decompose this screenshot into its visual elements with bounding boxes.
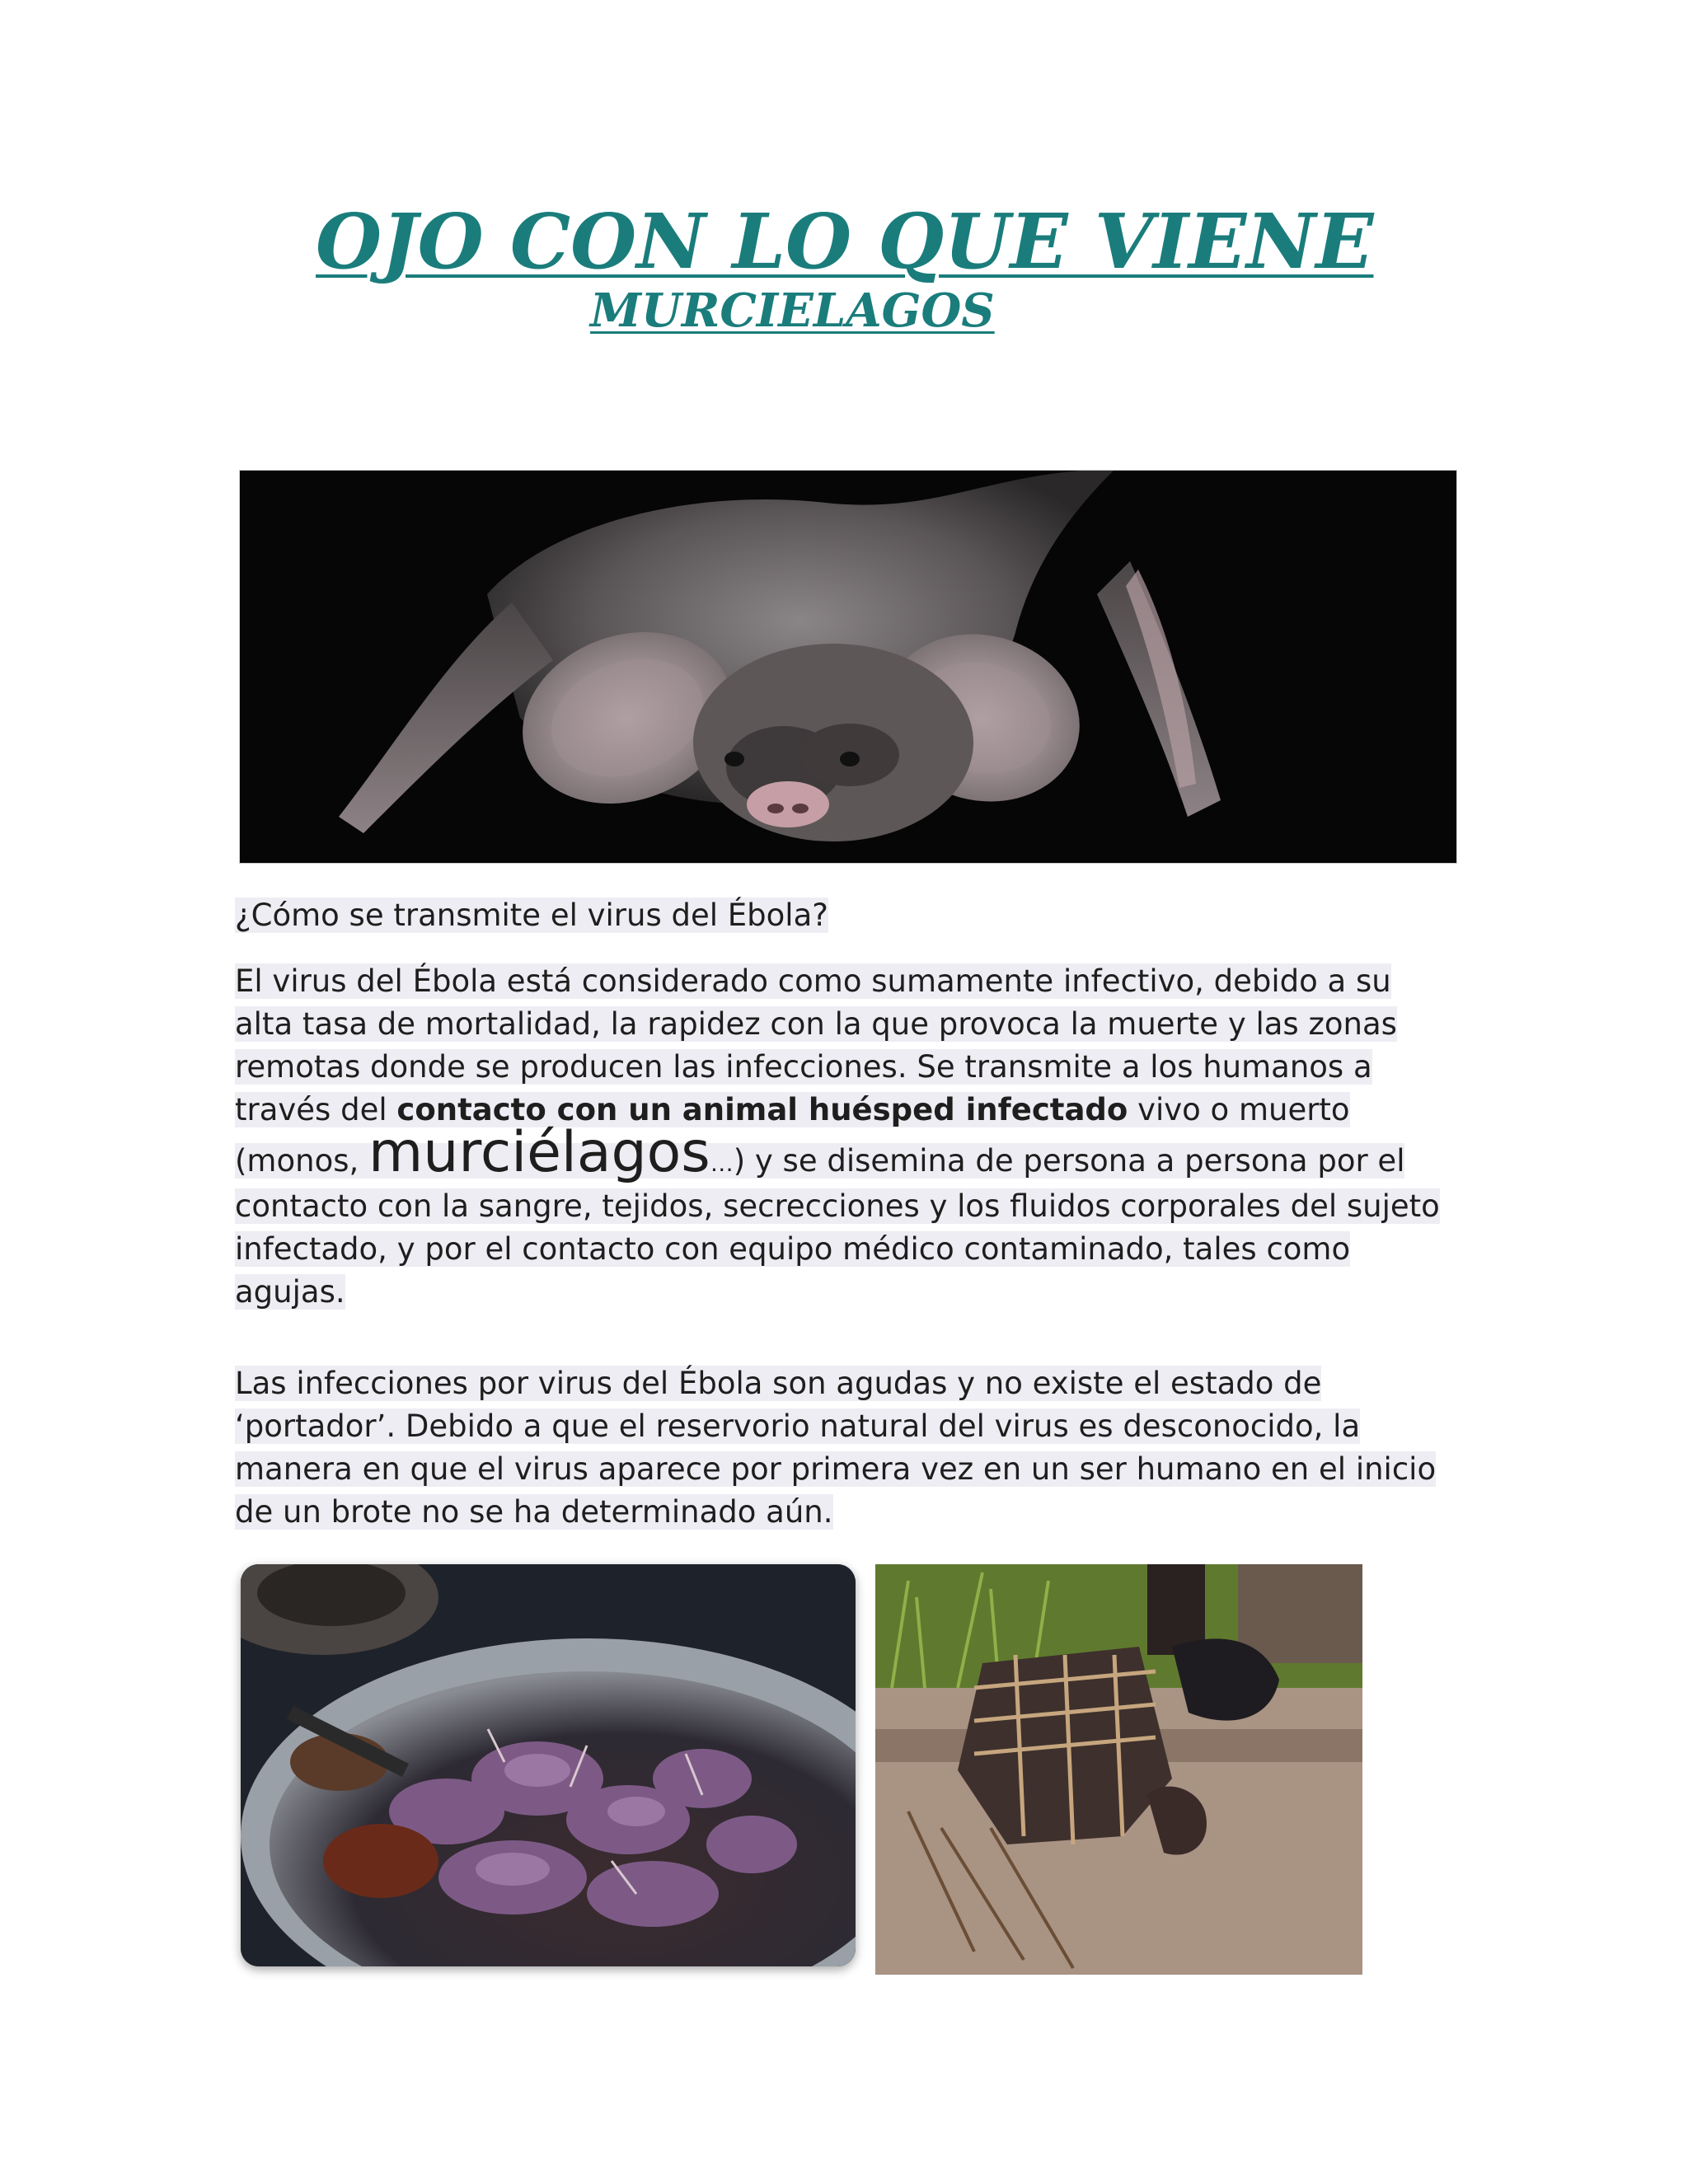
paragraph-bold-phrase: contacto con un animal huésped infectado xyxy=(396,1092,1128,1127)
paragraph-big-word: murciélagos xyxy=(368,1120,710,1185)
paragraph-transmission xyxy=(235,960,1455,1314)
paragraph-infections: Las infecciones por virus del Ébola son agudas y no existe el estado de ‘portador’. Debido a que el reservorio natural del virus es desconocido, la manera en que el virus aparece por primera vez en un ser humano en el inicio de un brote no se ha determinado aún. xyxy=(235,1366,1437,1530)
bat-hanging-photo xyxy=(239,470,1457,864)
cooked-bats-pot-photo xyxy=(241,1564,856,1966)
paragraph-part3: ) y se disemina de persona a persona por el contacto con la sangre, tejidos, secrecciones y los fluidos corporales del sujeto infectado, y por el contacto con equipo médico contaminado, tales como agujas. xyxy=(235,1143,1440,1310)
document-subtitle: MURCIELAGOS xyxy=(590,284,995,338)
paragraph-ellipsis: … xyxy=(710,1150,734,1177)
smoked-bats-market-photo xyxy=(875,1564,1362,1975)
question-heading: ¿Cómo se transmite el virus del Ébola? xyxy=(235,898,828,933)
paragraph-part2: vivo o muerto (monos, xyxy=(235,1092,1350,1179)
document-title: OJO CON LO QUE VIENE xyxy=(316,197,1374,286)
paragraph-part1: El virus del Ébola está considerado como sumamente infectivo, debido a su alta tasa de mortalidad, la rapidez con la que provoca la muerte y las zonas remotas donde se producen las infecciones. Se transmite a los humanos a través del xyxy=(235,963,1397,1127)
